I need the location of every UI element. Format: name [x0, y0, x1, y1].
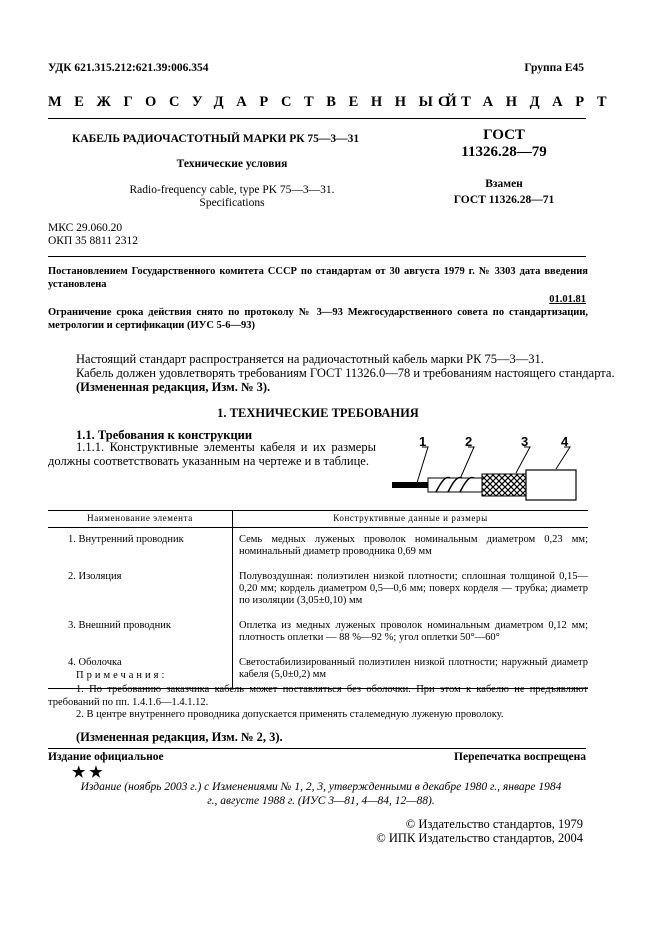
section-heading: 1. ТЕХНИЧЕСКИЕ ТРЕБОВАНИЯ — [217, 406, 419, 420]
official-edition: Издание официальное — [48, 751, 164, 763]
clause-1-1-1: 1.1.1. Конструктивные элементы кабеля и их размеры должны соответствовать указанным на чертеже и в таблице. — [48, 440, 376, 468]
leader-2 — [460, 447, 474, 479]
intro-line-1: Настоящий стандарт распространяется на радиочастотный кабель марки РК 75—3—31. — [76, 352, 544, 366]
drawing-label-2: 2 — [465, 436, 473, 449]
replaces-label: Взамен — [485, 178, 523, 190]
inner-conductor — [392, 482, 432, 488]
cable-sheath — [526, 470, 576, 500]
drawing-label-3: 3 — [521, 436, 529, 449]
intro-amendment: (Измененная редакция, Изм. № 3). — [76, 380, 271, 394]
cable-drawing — [388, 436, 588, 508]
reprint-prohibited: Перепечатка воспрещена — [454, 751, 586, 763]
english-subtitle: Specifications — [199, 197, 265, 209]
table-header-data: Конструктивные данные и размеры — [233, 511, 589, 528]
table-row — [48, 614, 588, 651]
element-name: 4. Оболочка — [68, 657, 122, 668]
interstate-word: МЕЖГОСУДАРСТВЕННЫЙ — [48, 94, 470, 110]
document-subtitle: Технические условия — [176, 158, 288, 170]
gost-label: ГОСТ — [483, 127, 525, 143]
element-name: 1. Внутренний проводник — [68, 534, 184, 545]
element-name: 3. Внешний проводник — [68, 620, 171, 631]
element-data: Семь медных луженых проволок номинальным диаметром 0,23 мм; номинальный диаметр проводника 0,69 мм — [233, 528, 589, 566]
notes-amendment: (Измененная редакция, Изм. № 2, 3). — [76, 730, 283, 744]
drawing-labels — [419, 436, 569, 449]
element-data: Оплетка из медных луженых проволок номинальным диаметром 0,12 мм; плотность оплетки — 88 %—92 %; угол оплетки 50°—60° — [233, 614, 589, 651]
spec-table — [48, 510, 588, 689]
leader-3 — [516, 447, 530, 473]
notes-heading: Примечания: — [76, 670, 168, 681]
document-title: КАБЕЛЬ РАДИОЧАСТОТНЫЙ МАРКИ РК 75—3—31 — [72, 133, 360, 145]
udk-code: УДК 621.315.212:621.39:006.354 — [48, 62, 209, 74]
decree-text: Постановлением Государственного комитета СССР по стандартам от 30 августа 1979 г. № 3303 дата введения установлена — [48, 266, 588, 290]
note-1: 1. По требованию заказчика кабель может поставляться без оболочки. При этом к кабелю не предъявляют требований по пп. 1.4.1.6—1.4.1.12. — [48, 684, 588, 708]
okp-code: ОКП 35 8811 2312 — [48, 235, 138, 247]
codes-rule — [48, 256, 586, 257]
table-header-element: Наименование элемента — [48, 511, 233, 528]
gost-number: 11326.28—79 — [461, 144, 547, 160]
table-row — [48, 565, 588, 614]
element-data: Светостабилизированный полиэтилен низкой плотности; наружный диаметр кабеля (5,0±0,2) мм — [233, 651, 589, 689]
intro-line-2: Кабель должен удовлетворять требованиям ГОСТ 11326.0—78 и требованиям настоящего стандарта. — [76, 366, 615, 380]
limitation-text: Ограничение срока действия снято по протоколу № 3—93 Межгосударственного совета по стандартизации, метрологии и сертификации (ИУС 5-6—93) — [48, 307, 588, 331]
outer-braid — [482, 474, 526, 496]
leader-1 — [416, 447, 428, 486]
header-rule — [48, 118, 586, 119]
mks-code: МКС 29.060.20 — [48, 222, 123, 234]
english-title: Radio-frequency cable, type PK 75—3—31. — [129, 184, 335, 196]
note-2: 2. В центре внутреннего проводника допускается применять сталемедную луженую проволоку. — [76, 709, 504, 720]
copyright-2004: © ИПК Издательство стандартов, 2004 — [376, 831, 583, 845]
leader-4 — [556, 447, 570, 469]
element-name: 2. Изоляция — [68, 571, 122, 582]
drawing-label-1: 1 — [419, 436, 427, 449]
replaces-standard: ГОСТ 11326.28—71 — [453, 194, 555, 206]
standard-word: СТАНДАРТ — [438, 94, 620, 110]
stars: ★ ★ — [72, 765, 103, 781]
subsection-heading: 1.1. Требования к конструкции — [76, 428, 253, 442]
table-row — [48, 528, 588, 566]
element-data: Полувоздушная: полиэтилен низкой плотности; сплошная толщиной 0,15—0,20 мм; кордель диаметром 0,5—0,6 мм; поверх корделя — трубка; диаметр по изоляции (3,05±0,10) мм — [233, 565, 589, 614]
decree-date: 01.01.81 — [549, 294, 586, 305]
group-code: Группа Е45 — [524, 62, 584, 74]
copyright-1979: © Издательство стандартов, 1979 — [405, 817, 583, 831]
edition-info: Издание (ноябрь 2003 г.) с Изменениями № 1, 2, 3, утвержденными в декабре 1980 г., январе 1984 г., августе 1988 г. (ИУС 3—81, 4—84, 12—88). — [80, 781, 562, 807]
drawing-label-4: 4 — [561, 436, 569, 449]
footer-rule — [48, 748, 586, 749]
